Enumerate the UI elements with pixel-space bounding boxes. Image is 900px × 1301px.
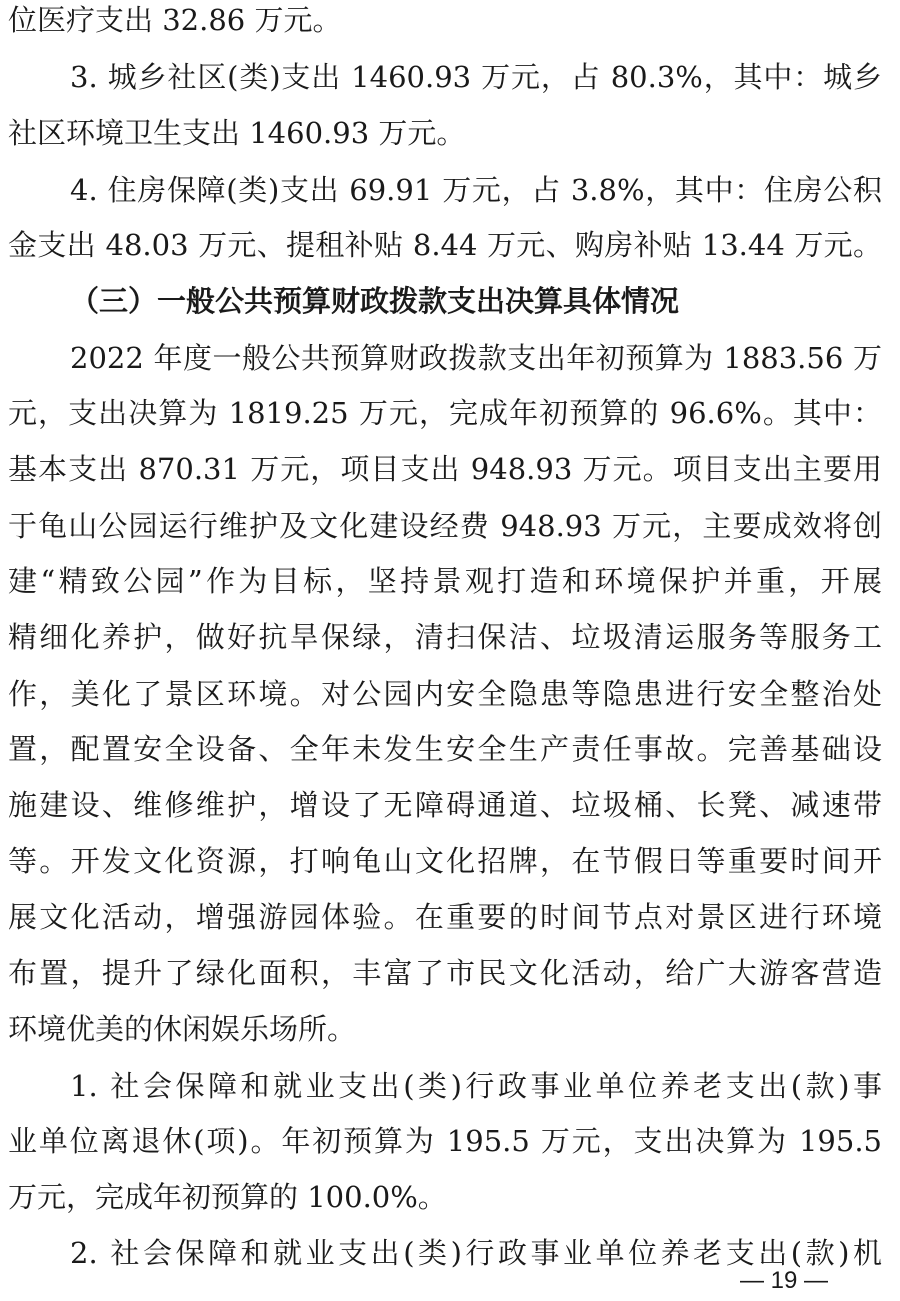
- text-line: 位医疗支出 32.86 万元。: [8, 3, 342, 37]
- text-line: 社区环境卫生支出 1460.93 万元。: [8, 116, 466, 150]
- text-line: 1. 社会保障和就业支出(类)行政事业单位养老支出(款)事: [70, 1069, 882, 1103]
- text-line: 3. 城乡社区(类)支出 1460.93 万元，占 80.3%，其中：城乡: [70, 60, 882, 94]
- page-number: — 19 —: [740, 1267, 829, 1294]
- text-line: 展文化活动，增强游园体验。在重要的时间节点对景区进行环境: [8, 900, 882, 934]
- text-line: 布置，提升了绿化面积，丰富了市民文化活动，给广大游客营造: [8, 956, 882, 990]
- text-line: 2. 社会保障和就业支出(类)行政事业单位养老支出(款)机: [70, 1236, 882, 1270]
- text-line: 环境优美的休闲娱乐场所。: [8, 1012, 357, 1046]
- text-line: 于龟山公园运行维护及文化建设经费 948.93 万元，主要成效将创: [8, 509, 882, 543]
- text-line: 精细化养护，做好抗旱保绿，清扫保洁、垃圾清运服务等服务工: [8, 620, 882, 654]
- text-line: 业单位离退休(项)。年初预算为 195.5 万元，支出决算为 195.5: [8, 1124, 882, 1158]
- text-line: 置，配置安全设备、全年未发生安全生产责任事故。完善基础设: [8, 732, 882, 766]
- text-line: 施建设、维修维护，增设了无障碍通道、垃圾桶、长凳、减速带: [8, 788, 882, 822]
- text-line: 建“精致公园”作为目标，坚持景观打造和环境保护并重，开展: [8, 564, 882, 598]
- text-line: 作，美化了景区环境。对公园内安全隐患等隐患进行安全整治处: [8, 677, 882, 711]
- text-line: 万元，完成年初预算的 100.0%。: [8, 1180, 447, 1214]
- text-line: 等。开发文化资源，打响龟山文化招牌，在节假日等重要时间开: [8, 844, 882, 878]
- text-line: 4. 住房保障(类)支出 69.91 万元，占 3.8%，其中：住房公积: [70, 173, 882, 207]
- text-line: 基本支出 870.31 万元，项目支出 948.93 万元。项目支出主要用: [8, 452, 882, 486]
- text-line: 金支出 48.03 万元、提租补贴 8.44 万元、购房补贴 13.44 万元。: [8, 228, 882, 262]
- text-line: 2022 年度一般公共预算财政拨款支出年初预算为 1883.56 万: [70, 341, 882, 375]
- section-heading: （三）一般公共预算财政拨款支出决算具体情况: [70, 284, 680, 318]
- text-line: 元，支出决算为 1819.25 万元，完成年初预算的 96.6%。其中：: [8, 396, 882, 430]
